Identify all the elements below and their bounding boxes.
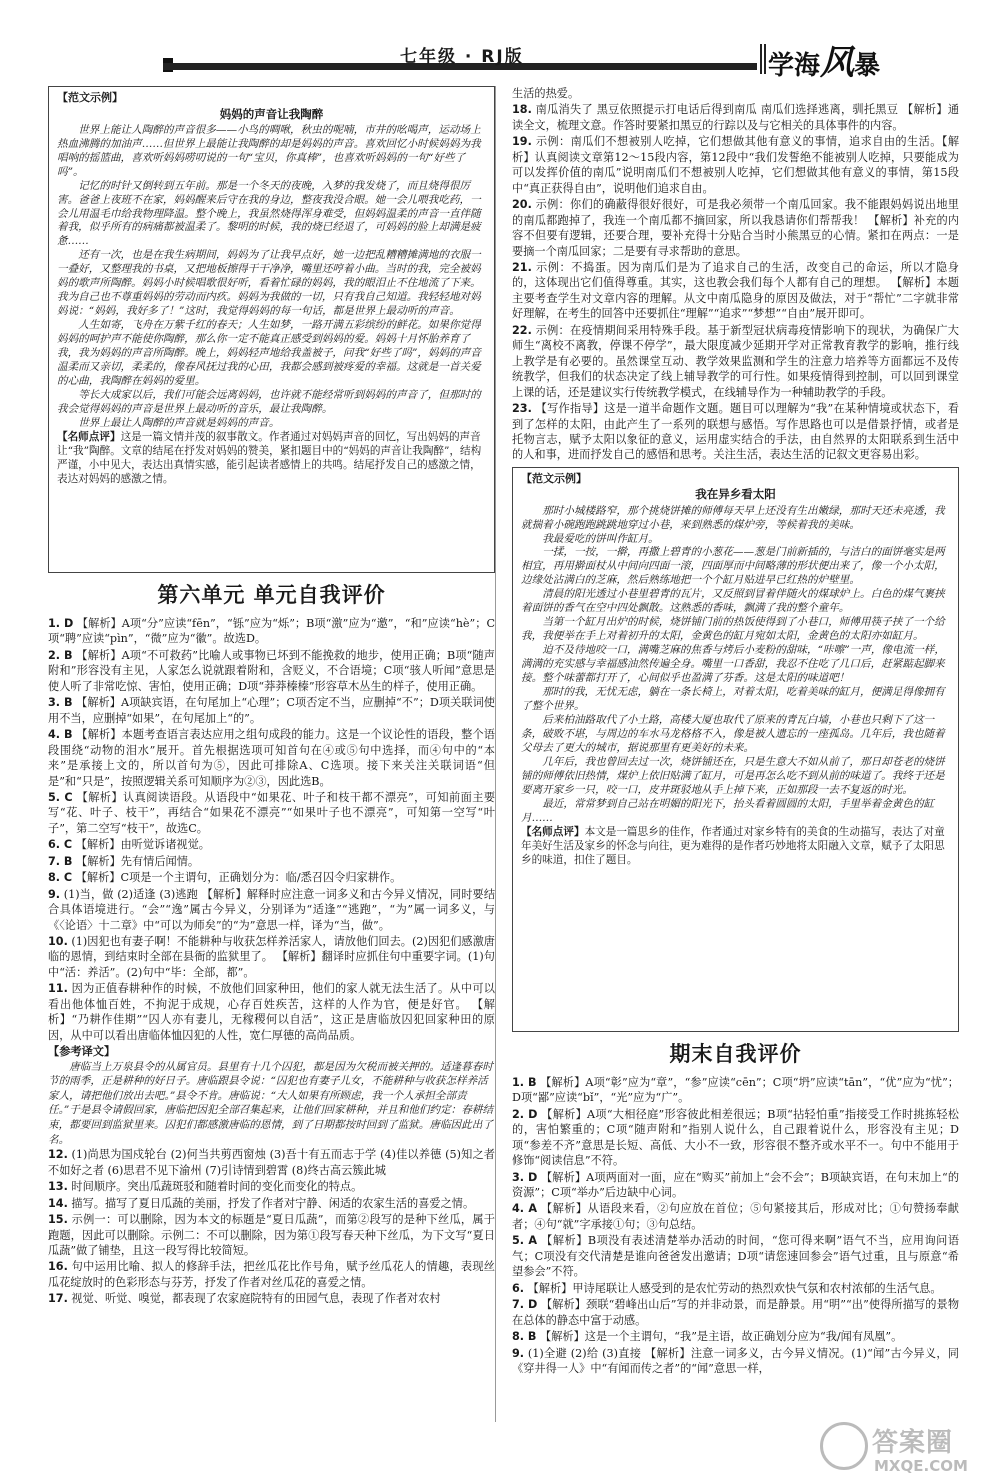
essay-paragraph: 当第一个缸月出炉的时候，烧饼铺门前的热饭使得到了小巷口，师傅用筷子挟了一个给我，我便举在手上对着初升的太阳，金黄色的缸月宛如太阳，金黄色的太阳亦如缸月。 xyxy=(521,616,945,643)
answer-item: 4. A 【解析】从语段来看，②句应放在首位；⑤句紧接其后，形成对比；①句赞扬奉献者；④句“就”字承接①句；③句总结。 xyxy=(512,1202,959,1231)
watermark-url: MXQE.COM xyxy=(874,1457,968,1475)
essay-paragraph: 我最爱吃的饼叫作缸月。 xyxy=(542,532,659,545)
answer-item: 1. B 【解析】A项“彰”应为“章”，“参”应读“cēn”；C项“坍”应读“tān”，“优”应为“忧”；D项“鄙”应读“bǐ”，“光”应为“广”。 xyxy=(512,1075,959,1105)
answer-item: 4. B 【解析】本题考查语言表达应用之组句成段的能力。这是一个议论性的语段，整个语段围绕“动物的泪水”展开。首先根据选项可知首句在④或⑤句中选择，而④句中的“本来”是承接上文的，所以首句为⑤，因此可排除A、C选项。接下来关注关联词语“但是”和“只是”，按照逻辑关系可知顺序为②③，因此选B。 xyxy=(48,728,495,788)
column-divider xyxy=(495,86,496,1422)
answer-item: 13. 时间顺序。突出瓜蔬斑驳和随着时间的变化而变化的特点。 xyxy=(48,1180,363,1194)
answer-item: 生活的热爱。 xyxy=(512,87,580,100)
answer-item: 15. 示例一：可以删除，因为本文的标题是“夏日瓜蔬”，而第②段写的是种下丝瓜，属于跑题，因此可以删除。示例二：不可以删除，因为第①段写春天种下丝瓜，为下文写“夏日瓜蔬”做了铺垫，且这一段写得比较简短。 xyxy=(48,1213,495,1258)
essay-paragraph: 迫不及待地咬一口，满嘴芝麻的焦香与烤后小麦粉的甜味，“咔嚓”一声，像电流一样，满满的充实感与幸福感油然传遍全身。嘴里一口香甜，我忍不住吃了几口后，赶紧踮起脚来接。整个味蕾都打开了，心间似乎也盈满了芬香。这是太阳的味道吧！ xyxy=(521,644,945,685)
teacher-comment: 【名师点评】本文是一篇思乡的佳作，作者通过对家乡特有的美食的生动描写，表达了对童年美好生活及家乡的怀念与向往，更为难得的是作者巧妙地将太阳融入文章，赋予了太阳思乡的味道，扣住了题目。 xyxy=(521,825,945,866)
answer-item: 8. C 【解析】C项是一个主谓句，正确划分为：临/悉召囚令归家耕作。 xyxy=(48,871,402,885)
essay-paragraph: 世界上最让人陶醉的声音就是妈妈的声音。 xyxy=(78,417,280,430)
essay-paragraph: 等长大成家以后，我们可能会远离妈妈，也许就不能经常听到妈妈的声音了，但那时的我会觉得妈妈的声音是世界上最动听的音乐，最让我陶醉。 xyxy=(57,389,481,416)
essay-paragraph: 最近，常常梦到自己站在明媚的阳光下，抬头看着圆圆的太阳，手里举着金黄色的缸月…… xyxy=(521,797,935,824)
sample-tag: 【范文示例】 xyxy=(521,471,587,485)
answer-item: 3. D 【解析】A项两面对一面，应在“购买”前加上“会不会”；B项缺宾语，在句末加上“的资源”；C项“举办”后边缺中心词。 xyxy=(512,1170,960,1200)
answer-item: 9. (1)当，做 (2)适逢 (3)逃跑 【解析】解释时应注意一词多义和古今异义情况，同时要结合具体语境进行。“会”“逸”属古今异义，分别译为“适逢”“逃跑”，“为”属一词多义，与《〈论语〉十二章》中“可以为师矣”的“为”意思一样，译为“当，做”。 xyxy=(48,887,496,932)
answer-item: 11. 因为正值春耕种作的时候，不放他们回家种田，他们的家人就无法生活了。从中可以看出他体恤百姓，不拘泥于成规，心存百姓疾苦，这样的人作为官，便是好官。 【解析】“乃耕作佳期”“囚人亦有妻儿，无稼稷何以自活”，这正是唐临放囚犯回家种田的原因，从中可以看出唐临体恤囚犯的人性，宽仁厚德的高尚品质。 xyxy=(48,982,495,1042)
answer-item: 23. 【写作指导】这是一道半命题作文题。题目可以理解为“我”在某种情境或状态下，看到了怎样的太阳，由此产生了一系列的联想与感悟。写作思路也可以是借景抒情，或者是托物言志，赋予太阳以象征的意义，运用虚实结合的手法，由自然界的太阳联系到生活中的人和事，进而抒发自己的感悟和思考。关注生活，表达生活的记叙文更容易出彩。 xyxy=(512,402,959,462)
answer-item: 8. B 【解析】这是一个主谓句，“我”是主语，故正确划分应为“我/闻有凤凰”。 xyxy=(512,1330,903,1344)
essay-paragraph: 世界上能让人陶醉的声音很多——小鸟的啁啾，秋虫的呢喃，市井的吆喝声，运动场上热血沸腾的加油声……但世界上最能让我陶醉的却是妈妈的声音。喜欢回忆小时候妈妈为我唱响的摇篮曲，喜欢听妈妈唠叨说的一句“宝贝，你真棒”，也喜欢听妈妈的一句“好些了吗”。 xyxy=(57,123,481,178)
essay-paragraph: 清晨的阳光透过小巷里碧青的瓦片，又反照到冒着伴随火的煤球炉上。白色的煤气裹挟着面饼的香气在空中四处飘散。这熟悉的香味，飘满了我的整个童年。 xyxy=(521,588,945,615)
reference-translation: 唐临当上万泉县令的从属官员。县里有十几个囚犯，都是因为欠税而被关押的。适逢暮春时节的雨季，正是耕种的好日子。唐临跟县令说：“囚犯也有妻子儿女，不能耕种与收获怎样养活家人，请把他们放出去吧。”县令不肯。唐临说：“大人如果有所顾虑，我一个人承担全部责任。”于是县令请假回家，唐临把因犯全部召集起来，让他们回家耕种，并且和他们约定：春耕结束，都要回到监狱里来。囚犯们都感激唐临的恩情，到了日期都按时回到了监狱。唐临因此出了名。 xyxy=(48,1060,494,1146)
essay-paragraph: 那时小城楼路窄，那个挑烧饼摊的师傅每天早上还没有生出嫩绿，那时天还未亮透，我就揣着小碗跑跑跳跳地穿过小巷，来到熟悉的煤炉旁，等候着我的美味。 xyxy=(521,504,945,531)
left-column xyxy=(48,86,495,1308)
brand-divider xyxy=(760,44,766,74)
essay-paragraph: 记忆的时针又倒转到五年前。那是一个冬天的夜晚，入梦的我发烧了，而且烧得很厉害。爸爸上夜班不在家，妈妈醒来后守在我的身边，整夜我没合眼。她一会儿喂我吃药，一会儿用温毛巾给我物理降温。整个晚上，我虽然烧得浑身难受，但妈妈温柔的声音一直伴随着我，似乎所有的病痛都被温柔了。黎明的时候，我的烧已经退了，可妈妈的脸上却满是疲惫…… xyxy=(57,179,481,248)
answer-item: 2. B 【解析】A项“不可救药”比喻人或事物已坏到不能挽救的地步，使用正确；B项“随声附和”形容没有主见，人家怎么说就跟着附和，含贬义，不合语境；C项“骇人听闻”意思是使人听了非常吃惊、害怕，使用正确；D项“莽莽榛榛”形容草木丛生的样子，使用正确。 xyxy=(48,648,495,693)
essay-paragraph: 一揉，一按，一擀，再撒上碧青的小葱花——葱是门前新插的，与洁白的面饼毫实是两相宜，再用擀面杖从中间向四面一滚，四面厚而中间略薄的形状便出来了，像一个小太阳，边缘处沾满白的芝麻，然后熟练地把一个个缸月贴进早已红热的炉壁里。 xyxy=(521,546,945,587)
essay-paragraph: 人生如寄，飞舟在万紫千红的春天；人生如梦，一路开满五彩缤纷的鲜花。如果你觉得妈妈的呵护声不能使你陶醉，那么你一定不能真正感受到妈妈的爱。妈妈十月怀胎养育了我，我为妈妈的声音所陶醉。晚上，妈妈轻声地给我盖被子，问我“好些了吗”，妈妈的声音温柔而又亲切，柔柔的，像春风抚过我的心田，我都会感到被疼爱的幸福。这就是一首关爱的心曲，我陶醉在妈妈的爱里。 xyxy=(57,319,481,388)
teacher-comment: 【名师点评】这是一篇文情并茂的叙事散文。作者通过对妈妈声音的回忆，写出妈妈的声音让“我”陶醉。文章的结尾在抒发对妈妈的赞美，紧扣题目中的“妈妈的声音让我陶醉”，结构严谨，小中见大，表达出真情实感，能引起读者感情上的共鸣。结尾抒发自己的感激之情，表达对妈妈的感激之情。 xyxy=(57,431,482,485)
essay-paragraph: 几年后，我也曾回去过一次，烧饼铺还在，只是生意大不如从前了，那日却苍老的烧饼铺的师傅依旧热情，煤炉上依旧贴满了缸月，可是再怎么吃不到从前的味道了。我终于还是要离开家乡一只，咬一口，皮井斑驳地从手上掉下来，正如那段一去不复返的时光。 xyxy=(521,756,945,796)
answer-item: 20. 示例：你们的确蔽得很好很好，可是我必须带一个南瓜回家。我不能跟妈妈说出地里的南瓜都跑掉了，我连一个南瓜都不摘回家，所以我恳请你们帮帮我！ 【解析】补充的内容不但要有逻辑，还要合理，要补充得十分贴合当时小熊黑豆的心情。紧扣在两点：一是要摘一个南瓜回家；二是要有寻求帮助的意思。 xyxy=(512,198,959,258)
answer-item: 1. D 【解析】A项“分”应读“fēn”，“铄”应为“烁”；B项“激”应为“邀”，“和”应读“hè”；C项“聘”应读“pìn”，“微”应为“徽”。故选D。 xyxy=(48,616,496,646)
answer-item: 5. C 【解析】认真阅读语段。从语段中“如果花、叶子和枝干都不漂亮”，可知前面主要写“花、叶子、枝干”，再结合“如果花不漂亮”“如果叶子也不漂亮”，可知第一空写“叶子”，第二空写“枝干”，故选C。 xyxy=(48,790,496,835)
answer-item: 14. 描写。描写了夏日瓜蔬的美丽，抒发了作者对宁静、闲适的农家生活的喜爱之情。 xyxy=(48,1196,475,1210)
sample-tag: 【范文示例】 xyxy=(57,91,123,104)
header-grade: 七年级 · RJ版 xyxy=(400,47,524,67)
answer-item: 18. 南瓜消失了 黑豆依照提示打电话后得到南瓜 南瓜们选择逃离，驯托黑豆 【解析】通读全文，梳理文意。作答时要紧扣黑豆的行踪以及与它相关的具体事件的内容。 xyxy=(512,103,960,132)
brand-logo: 学海风暴 xyxy=(768,43,881,83)
watermark-logo: 答案圈 xyxy=(872,1428,954,1458)
watermark-circle-icon xyxy=(820,1422,868,1470)
answer-item: 7. B 【解析】先有情后闻情。 xyxy=(48,854,200,868)
answer-item: 6. C 【解析】由听觉诉诸视觉。 xyxy=(48,838,210,852)
answer-item: 2. D 【解析】A项“大相径庭”形容彼此相差很远；B项“拈轻怕重”指接受工作时挑拣轻松的，害怕繁重的；C项“随声附和”指别人说什么，自己跟着说什么，形容没有主见；D项“参差不齐”意思是长短、高低、大小不一致，形容很不整齐或水平不一。句中不能用于修饰“阅读信息”不符。 xyxy=(512,1107,959,1168)
answer-item: 19. 示例：南瓜们不想被别人吃掉，它们想做其他有意义的事情，追求自由的生活。【解析】认真阅读文章第12～15段内容，第12段中“我们发誓绝不能被别人吃掉，只要能成为可以发挥价值的南瓜”说明南瓜们不想被别人吃掉，它们想做其他有意义的事情，第15段中“真正获得自由”，说明他们追求自由。 xyxy=(512,135,960,195)
answer-item: 7. D 【解析】颈联“碧峰出山后”写的并非动景，而是静景。用“明”“出”使得所描写的景物在总体的静态中富于动感。 xyxy=(512,1298,960,1327)
essay-title: 我在异乡看太阳 xyxy=(695,487,776,502)
answer-item: 9. (1)全避 (2)给 (3)直接 【解析】注意一词多义，古今异义情况。(1)“闻”古今异义，同《穿井得一人》中“有闻而传之者”的“闻”意思一样， xyxy=(512,1346,959,1375)
answer-item: 17. 视觉、听觉、嗅觉，都表现了农家庭院特有的田园气息，表现了作者对农村 xyxy=(48,1292,441,1306)
page-header xyxy=(0,0,1000,83)
final-exam-title: 期末自我评价 xyxy=(669,1041,802,1066)
essay-paragraph: 后来柏油路取代了小土路，高楼大厦也取代了原来的青瓦白墙，小巷也只剩下了这一条，破败不堪，与周边的车水马龙格格不入，像是被人遗忘的一座孤岛。几年后，我也随着父母去了更大的城市，据说那里有更美好的未来。 xyxy=(521,714,945,755)
answer-item: 6. 【解析】甲诗尾联让人感受到的是农忙劳动的热烈欢快气氛和农村浓郁的生活气息。 xyxy=(512,1281,942,1295)
essay-paragraph: 还有一次，也是在我生病期间，妈妈为了让我早点好，她一边把乱糟糟摊满地的衣服一一叠好，又整理我的书桌，又把地板擦得干干净净，嘴里还哼着小曲。当时的我，完全被妈妈的歌声所陶醉。妈妈小时候唱歌很好听，看着忙碌的妈妈，我的眼泪止不住地流了下来。我为自己也不尊重妈妈的劳动而内疚。妈妈为我做的一切，只有我自己知道。我轻轻地对妈妈说：“妈妈，我好多了！”这时，我觉得妈妈的每一句话，都是世界上最动听的声音。 xyxy=(57,249,481,318)
essay-paragraph: 那时的我，无忧无虑，躺在一条长椅上，对着太阳，吃着美味的缸月，便满足得像拥有了整个世界。 xyxy=(521,686,945,713)
answer-item: 3. B 【解析】A项缺宾语，在句尾加上“心理”；C项否定不当，应删掉“不”；D项关联词使用不当，应删掉“如果”，在句尾加上“的”。 xyxy=(48,696,495,725)
sample-essay-box xyxy=(512,467,959,1032)
reference-translation-tag: 【参考译文】 xyxy=(48,1045,116,1059)
answer-item: 10. (1)因犯也有妻子啊！不能耕种与收获怎样养活家人，请放他们回去。(2)因犯们感激唐临的恩情，到结束时全部在县衙的监狱里了。 【解析】翻译时应抓住句中重要字词。(1)句中“活：养活”。(2)句中“毕：全部，都”。 xyxy=(48,935,495,979)
answer-item: 16. 句中运用比喻、拟人的修辞手法，把丝瓜花比作号角，赋予丝瓜花人的情趣，表现丝瓜花绽放时的色彩形态与芬芳，抒发了作者对丝瓜花的喜爱之情。 xyxy=(48,1260,495,1289)
watermark xyxy=(820,1418,990,1478)
sample-essay-box xyxy=(48,86,495,573)
essay-title: 妈妈的声音让我陶醉 xyxy=(219,106,324,121)
right-column xyxy=(512,86,959,1377)
unit-six-title: 第六单元 单元自我评价 xyxy=(157,583,386,607)
answer-item: 21. 示例：不捣蛋。因为南瓜们是为了追求自己的生活，改变自己的命运，所以才隐身的，这体现出它们值得尊重。其实，这也教会我们每个人都有自己的理想。 【解析】本题主要考查学生对文章内容的理解。从文中南瓜隐身的原因及做法，对于“帮忙”二字就非常好理解，在考生的回答中还要抓住“理解”“追求”“梦想”“自由”展开即可。 xyxy=(512,260,959,321)
answer-item: 12. (1)尚思为国戍轮台 (2)何当共剪西窗烛 (3)吾十有五而志于学 (4)佳以养德 (5)知之者不如好之者 (6)思君不见下渝州 (7)引诗情到碧霄 (8)终古高云簇此城 xyxy=(48,1148,495,1177)
answer-item: 5. A 【解析】B项没有表述清楚举办活动的时间，“您可得来啊”语气不当，应用询问语气；C项没有交代清楚是谁向爸爸发出邀请；D项“请您速回参会”语气过重，且与原意“希望参会”不符。 xyxy=(512,1234,960,1279)
answer-item: 22. 示例：在疫情期间采用特殊手段。基于新型冠状病毒疫情影响下的现状，为确保广大师生“离校不离教，停课不停学”，最大限度减少延期开学对正常教育教学的影响，推行线上教学是有必要的。虽然课堂互动、教学效果监测和学生的注意力培养等方面都远不及传统教学，但我们的状态决定了线上辅导教学的可行性。如果疫情得到控制，可以回到课堂上课的话，还是建议实行传统教学模式，在线辅导作为一种辅助教学的手段。 xyxy=(512,323,959,399)
